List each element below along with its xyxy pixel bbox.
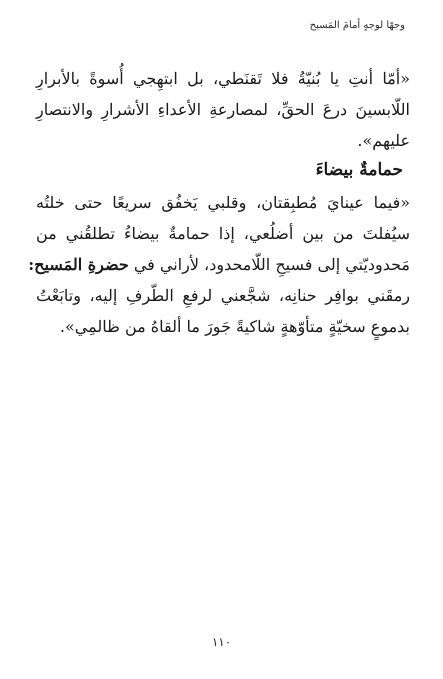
emphasized-phrase: حضرةِ المَسيح: bbox=[28, 255, 129, 274]
paragraph-line bbox=[28, 249, 410, 280]
page-number: ١١٠ bbox=[211, 635, 232, 649]
paragraph-1 bbox=[36, 63, 410, 156]
running-header: وجهًا لوجهٍ أمامَ المَسيح bbox=[309, 20, 405, 31]
paragraph-line-text: مَحدوديّتي إلى فسيحِ اللّامحدود، لأراني في bbox=[133, 255, 410, 274]
paragraph-2 bbox=[28, 187, 410, 342]
paragraph-line: «أمّا أنتِ يا بُنيّةُ فلا تَقنَطي، بل ابتهِجي أُسوةً بالأبرارِ bbox=[36, 69, 410, 88]
paragraph-line: «فيما عينايَ مُطبِقتان، وقلبي يَخفُق سريعًا حتى خلتُه bbox=[36, 193, 410, 212]
paragraph-line: رمقَني بوافِر حنانِه، شجَّعني لرفعِ الطّرفِ إليه، وتابَعْتُ bbox=[36, 286, 410, 305]
paragraph-line: عليهم». bbox=[357, 131, 410, 150]
paragraph-line: اللّابسينَ درعَ الحقِّ، لمصارعةِ الأعداءِ الأشرارِ والانتصارِ bbox=[36, 100, 410, 119]
paragraph-line: بدموعٍ سخيّةٍ متأوّهةٍ شاكيةً جَورَ ما ألقاهُ من ظالمِي». bbox=[59, 317, 410, 336]
section-heading: حمامةٌ بيضاءَ bbox=[315, 160, 403, 180]
paragraph-line: سيُفلتَ من بين أضلُعي، إذا حمامةٌ بيضاءُ تطلقُني من bbox=[36, 224, 410, 243]
